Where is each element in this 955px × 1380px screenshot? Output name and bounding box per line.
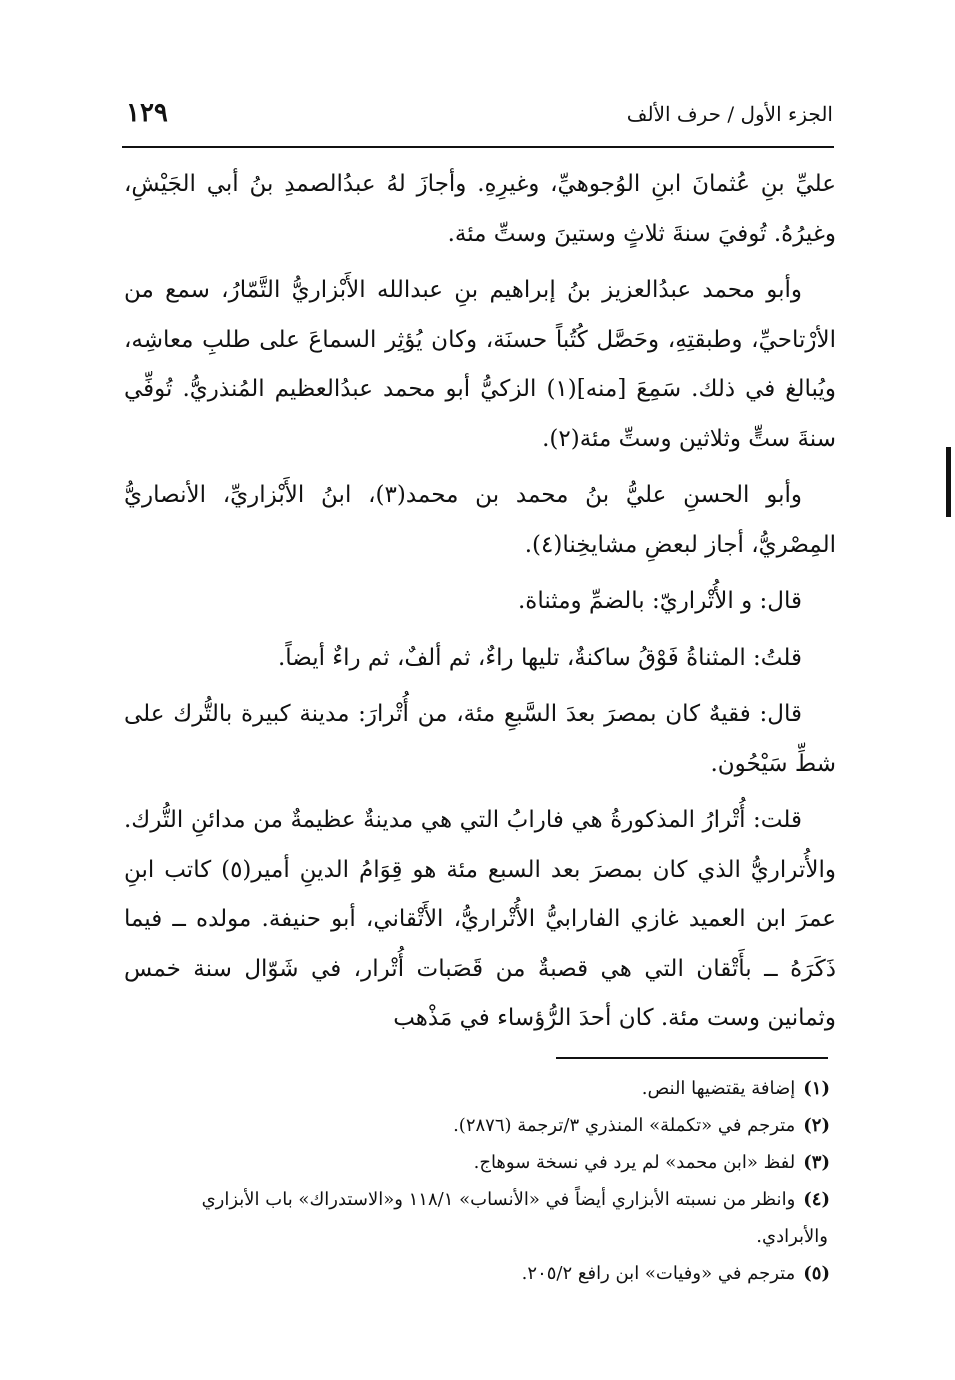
footnote-number: (٣) — [803, 1152, 830, 1173]
footnotes — [110, 1070, 830, 1292]
paragraph-5: قلتُ: المثناةُ فَوْقُ ساكنةٌ، تليها راءٌ، ثم ألفٌ، ثم راءٌ أيضاً. — [277, 644, 802, 671]
footnote-5 — [110, 1255, 830, 1292]
paragraph-3: وأبو الحسنِ عليُّ بنُ محمد بن محمد(٣)، ابنُ الأَبْزاريِّ، الأنصاريُّ المِصْريُّ، أجاز لبعضِ مشايخِنا(٤). — [124, 482, 836, 558]
footnote-text: وانظر من نسبته الأبزاري أيضاً في «الأنساب» ١١٨/١ و«الاستدراك» باب الأبزاري — [201, 1189, 796, 1210]
running-title: الجزء الأول / حرف الألف — [626, 102, 833, 126]
paragraph-7: قلت: أُتْرارُ المذكورةُ هي فارابُ التي هي مدينةٌ عظيمةٌ من مدائنِ التُّرك. والأُتراريُّ الذي كان بمصرَ بعد السبع مئة هو قِوَامُ الدينِ أمير(٥) كاتب ابنِ عمرَ ابن العميد غازي الفارابيُّ الأُتْراريُّ، الأَتْقاني، أبو حنيفة. مولده ــ فيما ذَكَرَهُ ــ بأَتْقان التي هي قصبةٌ من قَصَبات أُتْرار، في شَوّال سنة خمس وثمانين وست مئة. كان أحدَ الرُّؤساء في مَذْهب — [124, 807, 836, 1031]
footnote-number: (٢) — [803, 1115, 830, 1136]
footnote-number: (١) — [803, 1078, 830, 1099]
paragraph-6: قال: فقيهٌ كان بمصرَ بعدَ السَّبعِ مئة، من أُتْرارَ: مدينة كبيرة بالتُّرك على شطِّ سَيْحُون. — [124, 701, 836, 777]
footnote-3 — [110, 1144, 830, 1181]
footnote-2 — [110, 1107, 830, 1144]
footnote-4-continuation: والأبرادي. — [756, 1226, 828, 1247]
footnote-number: (٤) — [803, 1189, 830, 1210]
footnote-number: (٥) — [803, 1263, 830, 1284]
paragraph-1: عليِّ بنِ عُثمانَ ابنِ الوُجوهيِّ، وغيرِهِ. وأجازَ لهُ عبدُالصمدِ بنُ أبي الجَيْشِ، وغيرُهُ. تُوفيَ سنةَ ثلاثٍ وستينَ وستِّ مئة. — [124, 171, 836, 247]
footnote-rule — [556, 1057, 828, 1059]
paragraph-2: وأبو محمد عبدُالعزيز بنُ إبراهيم بنِ عبدالله الأَبْزاريُّ التَّمّارُ، سمع من الأرْتاحيِّ، وطبقتِهِ، وحَصَّل كُتُباً حسنَة، وكان يُؤثِر السماعَ على طلبِ معاشِه، ويُبالغ في ذلك. سَمِعَ [منه](١) الزكيُّ أبو محمد عبدُالعظيم المُنذريُّ. تُوفِّي سنةَ ستٍّ وثلاثين وستِّ مئة(٢). — [124, 277, 836, 452]
scan-edge-mark — [946, 447, 951, 517]
footnote-text: مترجم في «تكملة» المنذري ٣/ترجمة (٢٨٧٦). — [453, 1115, 796, 1136]
footnote-text: مترجم في «وفيات» ابن رافع ٢٠٥/٢. — [521, 1263, 796, 1284]
header-rule — [122, 146, 834, 148]
paragraph-4: قال: و الأُتْراريّ: بالضمِّ ومثناة. — [517, 588, 802, 614]
footnote-text: إضافة يقتضيها النص. — [641, 1078, 796, 1099]
footnote-text: لفظ «ابن محمد» لم يرد في نسخة سوهاج. — [473, 1152, 796, 1173]
footnote-1 — [110, 1070, 830, 1107]
running-header — [120, 98, 833, 138]
footnote-4 — [110, 1181, 830, 1218]
main-text — [124, 160, 836, 1051]
page-number: ١٢٩ — [126, 98, 168, 128]
